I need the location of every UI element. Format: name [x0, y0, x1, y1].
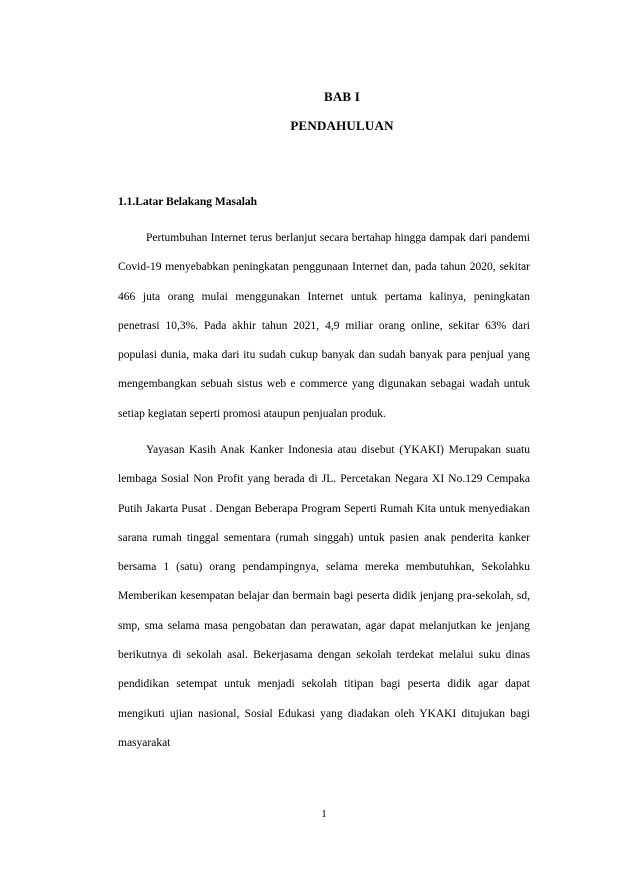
page-number: 1 — [321, 808, 327, 820]
chapter-number: BAB I — [323, 89, 361, 104]
body-paragraph: Yayasan Kasih Anak Kanker Indonesia atau disebut (YKAKI) Merupakan suatu lembaga Sosial Non Profit yang berada di JL. Percetakan Negara XI No.129 Cempaka Putih Jakarta Pusat . Dengan Beberapa Program Seperti Rumah Kita untuk menyediakan sarana rumah tinggal sementara (rumah singgah) untuk pasien anak penderita kanker bersama 1 (satu) orang pendampingnya, selama mereka membutuhkan, Sekolahku Memberikan kesempatan belajar dan bermain bagi peserta didik jenjang pra-sekolah, sd, smp, sma selama masa pengobatan dan perawatan, agar dapat melanjutkan ke jenjang berikutnya di sekolah asal. Bekerjasama dengan sekolah terdekat melalui suku dinas pendidikan setempat untuk menjadi sekolah titipan bagi peserta didik agar dapat mengikuti ujian nasional, Sosial Edukasi yang diadakan oleh YKAKI ditujukan bagi masyarakat — [118, 444, 530, 749]
body-paragraph: Pertumbuhan Internet terus berlanjut secara bertahap hingga dampak dari pandemi Covid-19 menyebabkan peningkatan penggunaan Internet dan, pada tahun 2020, sekitar 466 juta orang mulai menggunakan Internet untuk pertama kalinya, peningkatan penetrasi 10,3%. Pada akhir tahun 2021, 4,9 miliar orang online, sekitar 63% dari populasi dunia, maka dari itu sudah cukup banyak dan sudah banyak para penjual yang mengembangkan sebuah sistus web e commerce yang digunakan sebagai wadah untuk setiap kegiatan seperti promosi ataupun penjualan produk. — [118, 232, 530, 420]
chapter-title: PENDAHULUAN — [290, 118, 394, 133]
section-heading: 1.1.Latar Belakang Masalah — [118, 196, 258, 208]
